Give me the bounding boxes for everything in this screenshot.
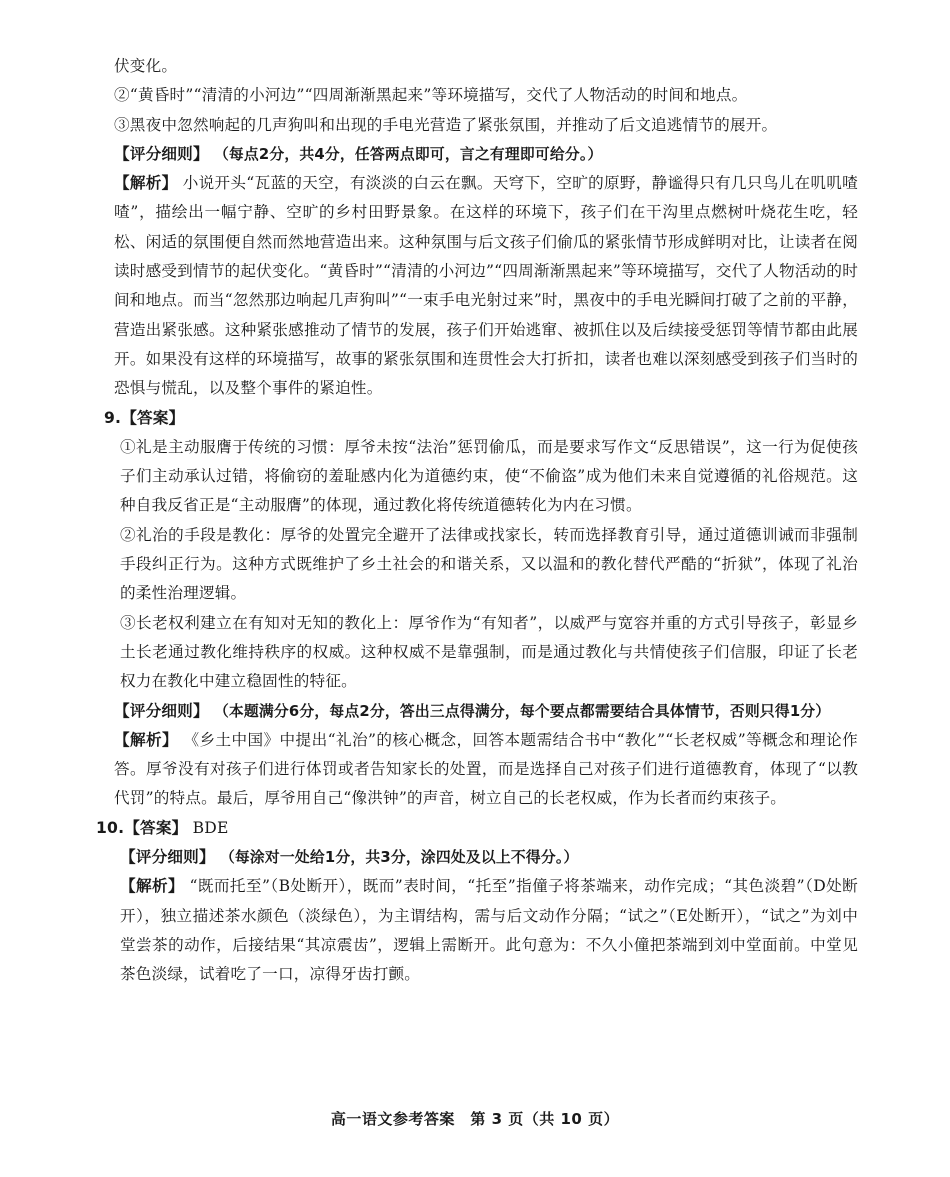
rubric-tag: 【评分细则】 [114, 144, 209, 163]
analysis-tag: 【解析】 [120, 877, 185, 896]
q9-point-1: ①礼是主动服膺于传统的习惯：厚爷未按“法治”惩罚偷瓜，而是要求写作文“反思错误”，这一行为促使孩子们主动承认过错，将偷窃的羞耻感内化为道德约束，使“不偷盗”成为他们未来自觉遵循的礼俗规范。这种自我反省正是“主动服膺”的体现，通过教化将传统道德转化为内在习惯。 [120, 437, 858, 515]
answer-text: BDE [192, 818, 229, 837]
q9-answer-heading [104, 404, 858, 433]
answer-content [96, 52, 858, 990]
q9-point-2: ②礼治的手段是教化：厚爷的处置完全避开了法律或找家长，转而选择教育引导，通过道德训诫而非强制手段纠正行为。这种方式既维护了乡土社会的和谐关系，又以温和的教化替代严酷的“折狱”，体现了礼治的柔性治理逻辑。 [120, 525, 858, 603]
q10-answer [96, 814, 858, 843]
analysis-text: 《乡土中国》中提出“礼治”的核心概念，回答本题需结合书中“教化”“长老权威”等概念和理论作答。厚爷没有对孩子们进行体罚或者告知家长的处置，而是选择自己对孩子们进行道德教育，体现了“以教代罚”的特点。最后，厚爷用自己“像洪钟”的声音，树立自己的长老权威，作为长者而约束孩子。 [114, 730, 858, 808]
rubric-tag: 【评分细则】 [114, 701, 209, 720]
q10-rubric [104, 843, 858, 872]
q8-analysis [104, 169, 858, 403]
q8-point-2: ②“黄昏时”“清清的小河边”“四周渐渐黑起来”等环境描写，交代了人物活动的时间和地点。 [114, 86, 748, 105]
answer-tag: 【答案】 [121, 408, 185, 427]
analysis-tag: 【解析】 [114, 174, 178, 193]
rubric-text: （每涂对一处给1分，共3分，涂四处及以上不得分。） [219, 849, 579, 867]
q10-analysis [104, 872, 858, 989]
analysis-text: “既而托至”（B处断开），既而”表时间，“托至”指僮子将茶端来，动作完成；“其色淡碧”（D处断开），独立描述茶水颜色（淡绿色），为主谓结构，需与后文动作分隔；“试之”（E处断开），“试之”为刘中堂尝茶的动作，后接结果“其凉震齿”，逻辑上需断开。此句意为：不久小僮把茶端到刘中堂面前。中堂见茶色淡绿，试着吃了一口，凉得牙齿打颤。 [120, 877, 858, 984]
question-number: 9. [104, 408, 122, 427]
rubric-tag: 【评分细则】 [120, 848, 215, 867]
page-footer: 高一语文参考答案 第 3 页（共 10 页） [330, 1110, 620, 1128]
rubric-text: （本题满分6分，每点2分，答出三点得满分，每个要点都需要结合具体情节，否则只得1分） [213, 702, 831, 720]
question-number: 10. [96, 818, 125, 837]
q9-point-3: ③长老权利建立在有知对无知的教化上：厚爷作为“有知者”，以威严与宽容并重的方式引导孩子，彰显乡土长老通过教化维持秩序的权威。这种权威不是靠强制，而是通过教化与共情使孩子们信服，印证了长老权力在教化中建立稳固性的特征。 [120, 613, 858, 691]
rubric-text: （每点2分，共4分，任答两点即可，言之有理即可给分。） [213, 145, 603, 163]
q8-continuation: 伏变化。 [114, 57, 178, 75]
analysis-tag: 【解析】 [114, 730, 179, 749]
answer-tag: 【答案】 [124, 818, 188, 837]
q9-rubric [104, 697, 858, 726]
q8-rubric [104, 140, 858, 169]
analysis-text: 小说开头“瓦蓝的天空，有淡淡的白云在飘。天穹下，空旷的原野，静谧得只有几只鸟儿在叽叽喳喳”，描绘出一幅宁静、空旷的乡村田野景象。在这样的环境下，孩子们在干沟里点燃树叶烧花生吃，轻松、闲适的氛围便自然而然地营造出来。这种氛围与后文孩子们偷瓜的紧张情节形成鲜明对比，让读者在阅读时感受到情节的起伏变化。“黄昏时”“清清的小河边”“四周渐渐黑起来”等环境描写，交代了人物活动的时间和地点。而当“忽然那边响起几声狗叫”“一束手电光射过来”时，黑夜中的手电光瞬间打破了之前的平静，营造出紧张感。这种紧张感推动了情节的发展，孩子们开始逃窜、被抓住以及后续接受惩罚等情节都由此展开。如果没有这样的环境描写，故事的紧张氛围和连贯性会大打折扣，读者也难以深刻感受到孩子们当时的恐惧与慌乱，以及整个事件的紧迫性。 [114, 174, 858, 398]
q9-analysis [104, 726, 858, 814]
q8-point-3: ③黑夜中忽然响起的几声狗叫和出现的手电光营造了紧张氛围，并推动了后文追逃情节的展开。 [114, 115, 778, 134]
